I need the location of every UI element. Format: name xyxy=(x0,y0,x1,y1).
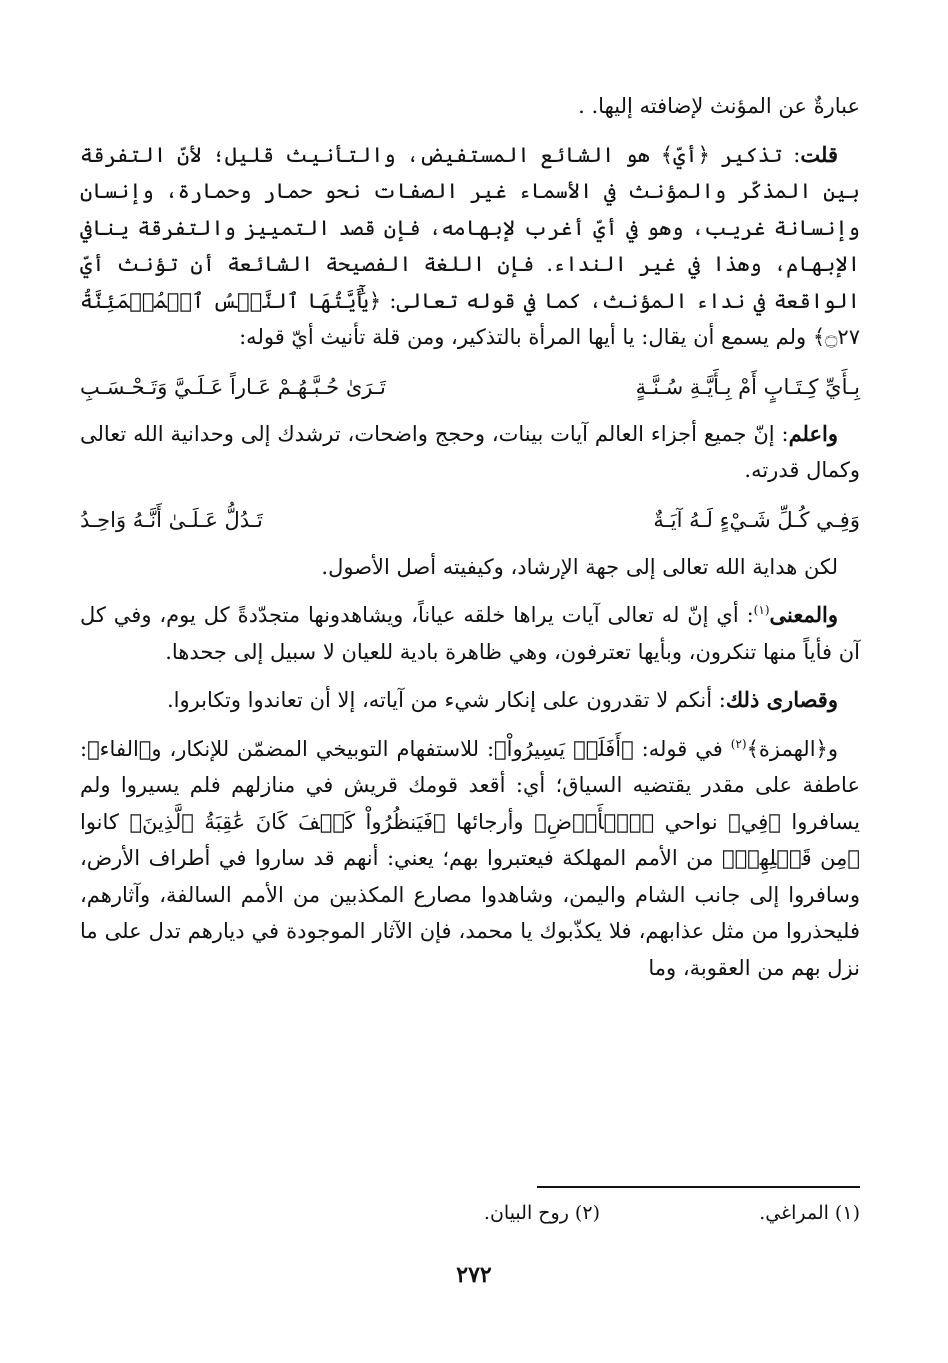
paragraph-hamza xyxy=(80,731,860,987)
paragraph-text: : إنّ جميع أجزاء العالم آيات بينات، وحجج واضحات، ترشدك إلى وحدانية الله تعالى وكمال قدرته. xyxy=(80,421,860,482)
footnote-ref-2[interactable]: (٢) xyxy=(730,736,747,751)
verse-hemistich-left: تَـرَىٰ حُـبَّـهُـمْ عَـاراً عَـلَـيَّ وَتَـحْـسَـبِ xyxy=(80,375,386,400)
paragraph-qusara xyxy=(80,682,860,719)
label-almaana: والمعنى xyxy=(769,602,838,627)
paragraph-text: : أي إنّ له تعالى آيات يراها خلقه عياناً، ويشاهدونها متجدّدةً كل يوم، وفي كل آن فأياً منها تنكرون، وبأيها تعترفون، وهي ظاهرة بادية للعيان لا سبيل إلى جحدها. xyxy=(80,603,860,664)
label-waelam: واعلم xyxy=(788,420,838,446)
footnotes xyxy=(300,1202,860,1224)
text-line: عبارةٌ عن المؤنث لإضافته إليها. . xyxy=(578,94,860,118)
label-qult: قلت xyxy=(800,141,838,167)
verse-hemistich-right: بِـأَيِّ كِـتَـابٍ أَمْ بِـأَيَّـةِ سُـنَّـةٍ xyxy=(635,375,860,400)
label-hamza: و﴿الهمزة﴾ xyxy=(746,736,838,761)
page-body xyxy=(80,88,860,986)
verse-hemistich-right: وَفِـي كُـلِّ شَـيْءٍ لَـهُ آيَـةٌ xyxy=(653,508,860,533)
paragraph-almaana xyxy=(80,597,860,670)
page-number: ٢٧٢ xyxy=(456,1262,492,1288)
footnote-1: (١) المراغي. xyxy=(759,1202,860,1224)
paragraph-text: : تذكير ﴿أيّ﴾ هو الشائع المستفيض، والتأنيث قليل؛ لأنّ التفرقة بين المذكّر والمؤنث في الأسماء غير الصفات نحو حمار وحمارة، وإنسان وإنسانة غريب، وهو في أيّ أغرب لإبهامه، فإن قصد التمييز والتفرقة ينافي الإبهام، وهذا في غير النداء. فإن اللغة الفصيحة الشائعة أن تؤنث أيّ الواقعة في نداء المؤنث، كما في قوله تعالى: ﴿يَٰٓأَيَّتُهَا ٱلنَّفۡسُ ٱلۡمُطۡمَئِنَّةُ ۝٢٧﴾ ولم يسمع أن يقال: يا أيها المرأة بالتذكير، ومن قلة تأنيث أيّ قوله: xyxy=(80,142,860,349)
footnote-ref-1[interactable]: (١) xyxy=(753,603,770,617)
paragraph-waelam xyxy=(80,416,860,489)
paragraph-text: : أنكم لا تقدرون على إنكار شيء من آياته، إلا أن تعاندوا وتكابروا. xyxy=(166,688,726,712)
verse-line-2 xyxy=(80,495,860,547)
paragraph-text: لكن هداية الله تعالى إلى جهة الإرشاد، وكيفيته أصل الأصول. xyxy=(321,554,838,579)
paragraph-continuation xyxy=(80,88,860,125)
label-qusara: وقصارى ذلك xyxy=(725,687,838,712)
paragraph-text: في قوله: ﴿أَفَلَمۡ يَسِيرُواْ﴾: للاستفهام التوبيخي المضمّن للإنكار، و﴿الفاء﴾: عاطفة على مقدر يقتضيه السياق؛ أي: أقعد قومك قريش في منازلهم فلم يسيروا ولم يسافروا ﴿فِي﴾ نواحي ﴿ٱلۡأَرۡضِ﴾ وأرجائها ﴿فَيَنظُرُواْ كَيۡفَ كَانَ عَٰقِبَةُ ٱلَّذِينَ﴾ كانوا ﴿مِن قَبۡلِهِمۡ﴾ من الأمم المهلكة فيعتبروا بهم؛ يعني: أنهم قد ساروا في أطراف الأرض، وسافروا إلى جانب الشام واليمن، وشاهدوا مصارع المكذبين من الأمم السالفة، وآثارهم، فليحذروا من مثل عذابهم، فلا يكذّبوك يا محمد، فإن الآثار الموجودة في ديارهم تدل على ما نزل بهم من العقوبة، وما xyxy=(80,736,860,980)
footnote-2: (٢) روح البيان. xyxy=(483,1202,600,1224)
verse-hemistich-left: تَـدُلُّ عَـلَـىٰ أَنَّـهُ وَاحِـدُ xyxy=(80,508,263,533)
paragraph-qult xyxy=(80,137,860,356)
paragraph-hidaya xyxy=(80,549,860,586)
verse-line-1 xyxy=(80,362,860,414)
footnote-divider xyxy=(537,1186,860,1188)
